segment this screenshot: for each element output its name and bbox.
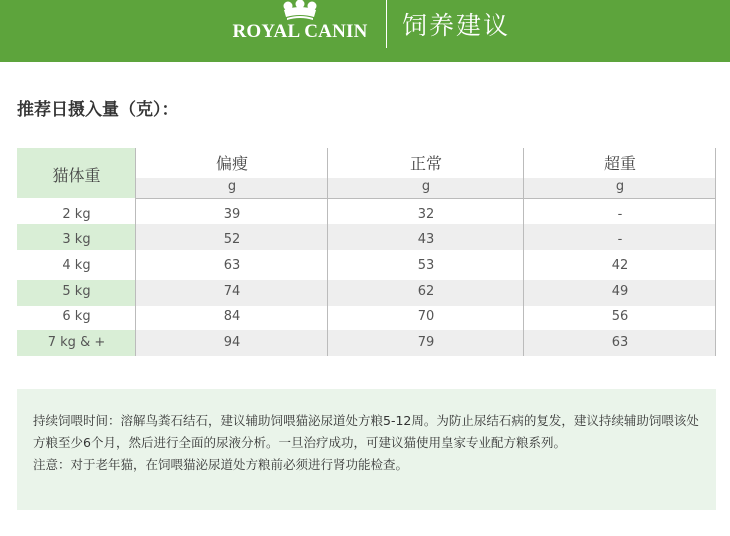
value-cell: 79 (417, 335, 435, 350)
weight-cell: 4 kg (62, 258, 91, 273)
value-cell: - (617, 207, 623, 222)
section-title: 推荐日摄入量（克）： (17, 100, 179, 120)
column-header-thin: 偏瘦 (215, 154, 248, 173)
crown-icon (276, 0, 324, 22)
note-text (33, 410, 705, 476)
note-duration-text: 持续饲喂时间：溶解鸟粪石结石，建议辅助饲喂猫泌尿道处方粮5-12周。为防止尿结石病的复发，建议持续辅助饲喂该处方粮至少6个月，然后进行全面的尿液分析。一旦治疗成功，可建议猫使用皇家专业配方粮系列。 (33, 413, 699, 450)
royal-canin-logo (228, 0, 372, 62)
unit-label: g (421, 179, 431, 194)
header-banner (0, 0, 730, 62)
value-cell: 32 (417, 207, 435, 222)
weight-cell: 2 kg (62, 207, 91, 222)
value-cell: 43 (417, 232, 435, 247)
value-cell: 53 (417, 258, 435, 273)
value-cell: 62 (417, 284, 435, 299)
weight-cell: 5 kg (62, 284, 91, 299)
weight-column-header: 猫体重 (52, 166, 101, 185)
value-cell: 49 (611, 284, 629, 299)
feeding-note-box (17, 389, 716, 510)
value-cell: 56 (611, 309, 629, 324)
value-cell: 63 (223, 258, 241, 273)
column-header-overweight: 超重 (603, 154, 636, 173)
header-divider (386, 0, 387, 48)
value-cell: 63 (611, 335, 629, 350)
value-cell: 52 (223, 232, 241, 247)
weight-cell: 7 kg & + (47, 335, 106, 350)
unit-label: g (615, 179, 625, 194)
unit-label: g (227, 179, 237, 194)
header-rule (136, 198, 716, 199)
value-cell: 94 (223, 335, 241, 350)
value-cell: 42 (611, 258, 629, 273)
brand-name: ROYAL CANIN (232, 21, 368, 42)
feeding-table (17, 148, 717, 356)
value-cell: 39 (223, 207, 241, 222)
value-cell: 84 (223, 309, 241, 324)
weight-cell: 3 kg (62, 232, 91, 247)
value-cell: 70 (417, 309, 435, 324)
page-title: 饲养建议 (402, 11, 511, 40)
weight-cell: 6 kg (62, 309, 91, 324)
value-cell: - (617, 232, 623, 247)
note-caution-text: 注意：对于老年猫，在饲喂猫泌尿道处方粮前必须进行肾功能检查。 (33, 457, 409, 472)
value-cell: 74 (223, 284, 241, 299)
column-header-normal: 正常 (409, 154, 442, 173)
